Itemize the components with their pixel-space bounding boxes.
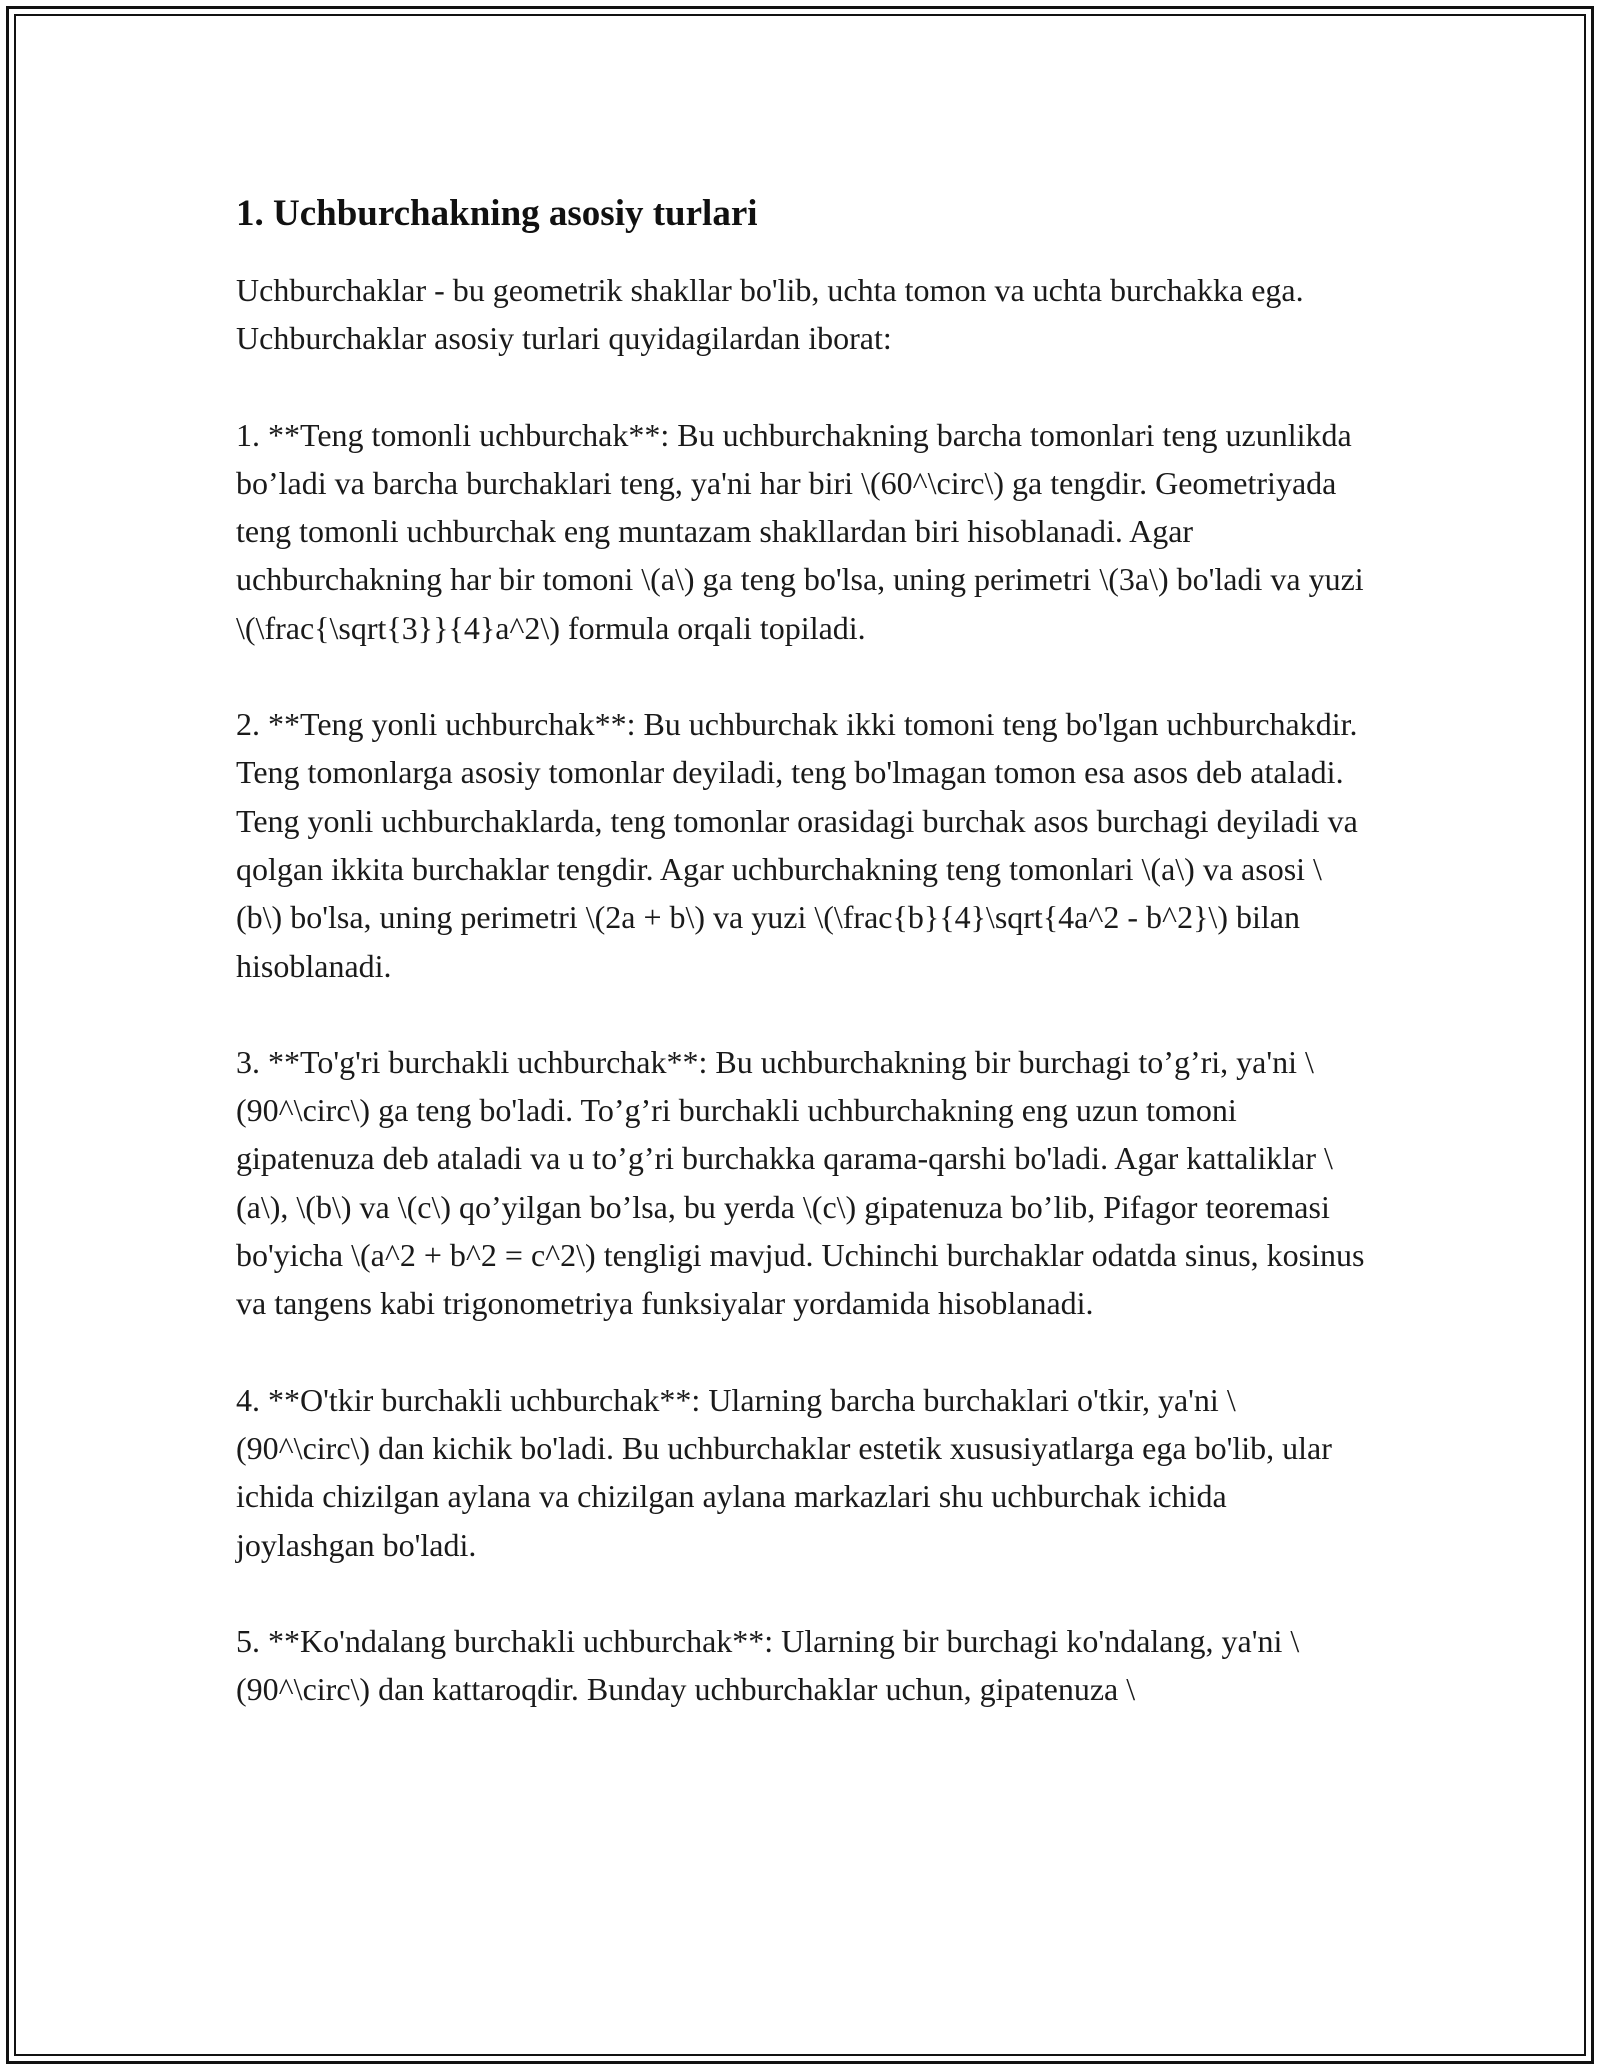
paragraph-right-triangle: 3. **To'g'ri burchakli uchburchak**: Bu uchburchakning bir burchagi to’g’ri, ya'ni \(90^\circ\) ga teng bo'ladi. To’g’ri burchakli uchburchakning eng uzun tomoni gipatenuza deb ataladi va u to’g’ri burchakka qarama-qarshi bo'ladi. Agar kattaliklar \(a\), \(b\) va \(c\) qo’yilgan bo’lsa, bu yerda \(c\) gipatenuza bo’lib, Pifagor teoremasi bo'yicha \(a^2 + b^2 = c^2\) tengligi mavjud. Uchinchi burchaklar odatda sinus, kosinus va tangens kabi trigonometriya funksiyalar yordamida hisoblanadi. — [236, 1043, 1365, 1322]
document-body — [236, 188, 1366, 1761]
section-heading: 1. Uchburchakning asosiy turlari — [236, 193, 758, 234]
paragraph-equilateral: 1. **Teng tomonli uchburchak**: Bu uchburchakning barcha tomonlari teng uzunlikda bo’ladi va barcha burchaklari teng, ya'ni har biri \(60^\circ\) ga tengdir. Geometriyada teng tomonli uchburchak eng muntazam shakllardan biri hisoblanadi. Agar uchburchakning har bir tomoni \(a\) ga teng bo'lsa, uning perimetri \(3a\) bo'ladi va yuzi \(\frac{\sqrt{3}}{4}a^2\) formula orqali topiladi. — [236, 416, 1364, 646]
paragraph-acute: 4. **O'tkir burchakli uchburchak**: Ularning barcha burchaklari o'tkir, ya'ni \(90^\circ\) dan kichik bo'ladi. Bu uchburchaklar estetik xususiyatlarga ega bo'lib, ular ichida chizilgan aylana va chizilgan aylana markazlari shu uchburchak ichida joylashgan bo'ladi. — [236, 1381, 1332, 1563]
intro-paragraph: Uchburchaklar - bu geometrik shakllar bo'lib, uchta tomon va uchta burchakka ega. Uchburchaklar asosiy turlari quyidagilardan iborat: — [236, 272, 1304, 357]
paragraph-obtuse: 5. **Ko'ndalang burchakli uchburchak**: Ularning bir burchagi ko'ndalang, ya'ni \(90^\circ\) dan kattaroqdir. Bunday uchburchaklar uchun, gipatenuza \ — [236, 1622, 1300, 1708]
paragraph-isosceles: 2. **Teng yonli uchburchak**: Bu uchburchak ikki tomoni teng bo'lgan uchburchakdir. Teng tomonlarga asosiy tomonlar deyiladi, teng bo'lmagan tomon esa asos deb ataladi. Teng yonli uchburchaklarda, teng tomonlar orasidagi burchak asos burchagi deyiladi va qolgan ikkita burchaklar tengdir. Agar uchburchakning teng tomonlari \(a\) va asosi \(b\) bo'lsa, uning perimetri \(2a + b\) va yuzi \(\frac{b}{4}\sqrt{4a^2 - b^2}\) bilan hisoblanadi. — [236, 706, 1358, 984]
